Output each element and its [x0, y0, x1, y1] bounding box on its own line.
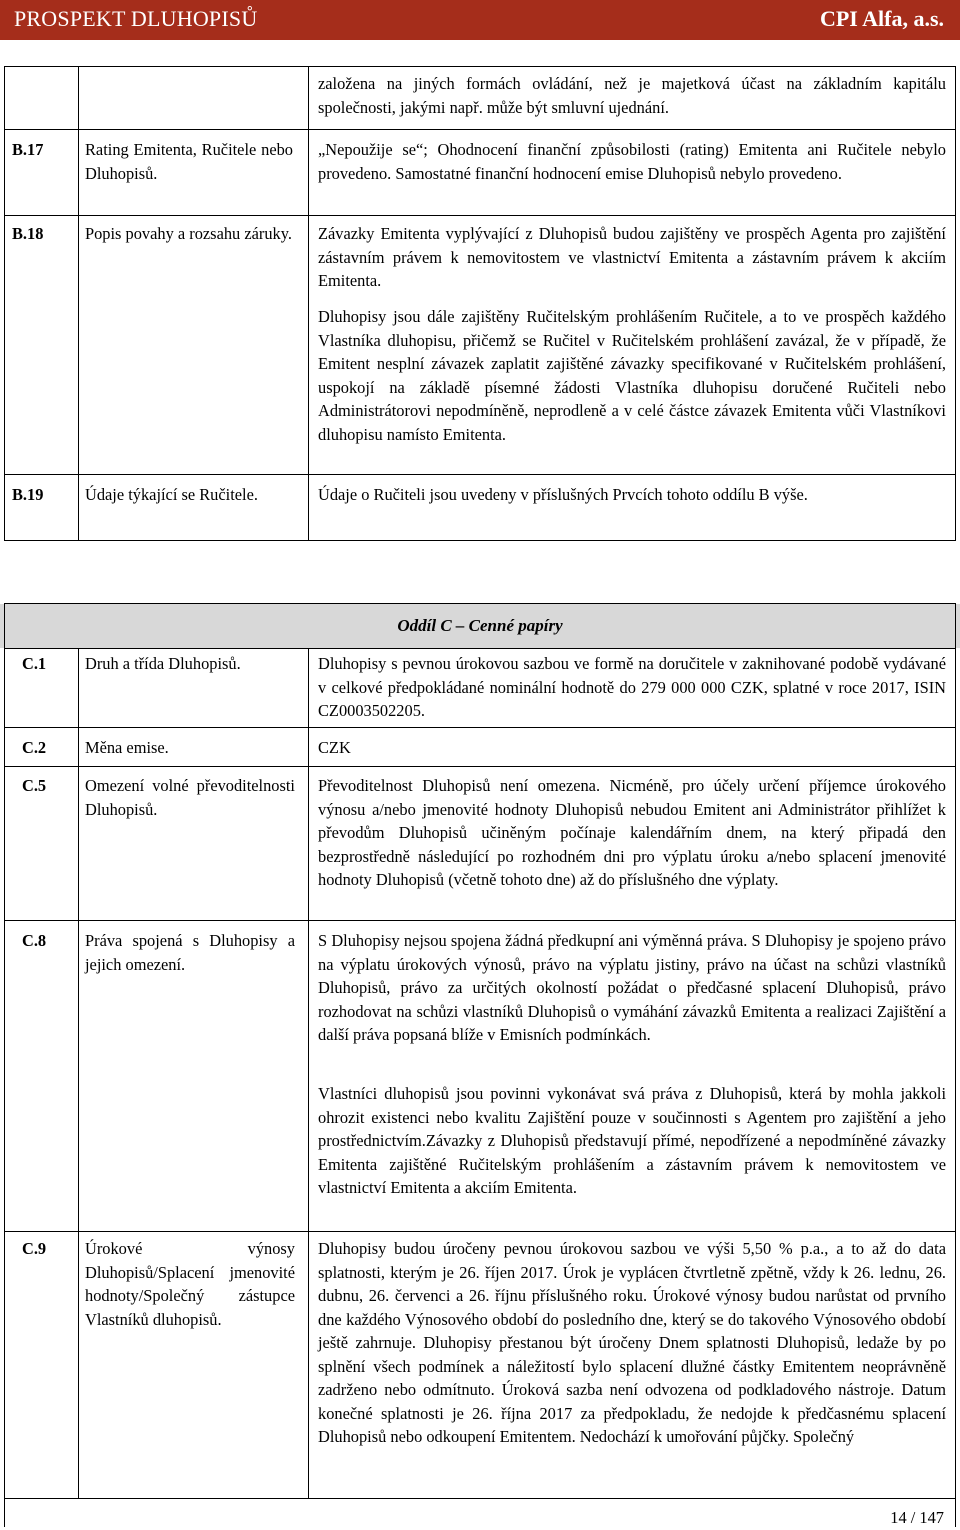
table-c-row-line: [4, 1231, 956, 1232]
row-text-c2: CZK: [318, 738, 351, 757]
row-label-c8: Práva spojená s Dluhopisy a jejich omezení.: [85, 931, 295, 974]
row-label-c9: Úrokové výnosy Dluhopisů/Splacení jmenovité hodnoty/Společný zástupce Vlastníků dluhopisů.: [85, 1239, 295, 1329]
document-header: [0, 0, 960, 40]
row-code-b19: B.19: [12, 485, 44, 504]
page-number: 14 / 147: [890, 1508, 944, 1527]
table-b-row-line: [4, 215, 956, 216]
row-label-b19: Údaje týkající se Ručitele.: [85, 485, 258, 504]
table-c-row-line: [4, 727, 956, 728]
row-label-c1: Druh a třída Dluhopisů.: [85, 654, 241, 673]
row-text-b17: „Nepoužije se“; Ohodnocení finanční způsobilosti (rating) Emitenta ani Ručitele nebylo provedeno. Samostatné finanční hodnocení emise Dluhopisů nebylo provedeno.: [318, 140, 946, 183]
table-b-col-divider-1: [78, 66, 79, 540]
table-c-bottom-line: [4, 1498, 956, 1499]
row-text-c9: Dluhopisy budou úročeny pevnou úrokovou sazbou ve výši 5,50 % p.a., a to až do data splatnosti, kterým je 26. říjen 2017. Úrok je vyplácen čtvrtletně zpětně, vždy k 26. lednu, 26. dubnu, 26. červenci a 26. říjnu příslušného roku. Úrokové výnosy budou narůstat od prvního dne každého Výnosového období do posledního dne, který se do takového Výnosového období ještě zahrnuje. Dluhopisy přestanou být úročeny Dnem splatnosti Dluhopisů, ledaže by po splnění všech podmínek a náležitostí bylo splacení dlužné částky Emitentem neoprávněně zadrženo nebo odmítnuto. Úroková sazba není odvozena od podkladového nástroje. Datum konečné splatnosti je 26. října 2017 za předpokladu, že nedojde k předčasnému splacení Dluhopisů nebo odkoupení Emitentem. Nedochází k umořování půjčky. Společný: [318, 1239, 946, 1446]
row-label-b17: Rating Emitenta, Ručitele nebo Dluhopisů.: [85, 140, 293, 183]
row-label-b18: Popis povahy a rozsahu záruky.: [85, 224, 292, 243]
table-b-right-border: [955, 66, 956, 540]
table-b-row-line: [4, 474, 956, 475]
row-code-c1: C.1: [22, 654, 47, 673]
row-code-c8: C.8: [22, 931, 47, 950]
table-c-col-divider-1: [78, 648, 79, 1498]
row-text-c5: Převoditelnost Dluhopisů není omezena. Nicméně, pro účely určení příjemce úrokového výnosu a/nebo jmenovité hodnoty Dluhopisů nebudou Emitent ani Administrátor přihlížet k převodům Dluhopisů učiněným počínaje kalendářním dnem, na který připadá den bezprostředně následující po rozhodném dni pro výplatu úroku a/nebo splacení jmenovité hodnoty Dluhopisů (včetně tohoto dne) až do příslušného dne výplaty.: [318, 776, 946, 889]
section-c-title: Oddíl C – Cenné papíry: [397, 616, 563, 635]
table-c-row-line: [4, 766, 956, 767]
table-b-col-divider-2: [308, 66, 309, 540]
table-c-header-line: [4, 648, 956, 649]
row-text-b19: Údaje o Ručiteli jsou uvedeny v příslušných Prvcích tohoto oddílu B výše.: [318, 485, 808, 504]
table-c-top-border: [4, 603, 956, 604]
table-c-right-border: [955, 603, 956, 1527]
row-label-c2: Měna emise.: [85, 738, 169, 757]
row-code-b18: B.18: [12, 224, 44, 243]
row-code-c9: C.9: [22, 1239, 47, 1258]
table-b-left-border: [4, 66, 5, 540]
row-text-b18-p1: Závazky Emitenta vyplývající z Dluhopisů budou zajištěny ve prospěch Agenta pro zajištění zástavním právem k nemovitostem ve vlastnictví Emitenta a zástavním právem k akciím Emitenta.: [318, 224, 946, 290]
row-code-b17: B.17: [12, 140, 44, 159]
row-text-c1: Dluhopisy s pevnou úrokovou sazbou ve formě na doručitele v zaknihované podobě vydávané v celkové předpokládané nominální hodnotě do 279 000 000 CZK, splatné v roce 2017, ISIN CZ0003502205.: [318, 654, 946, 720]
table-c-row-line: [4, 920, 956, 921]
table-b-bottom-border: [4, 540, 956, 541]
continuation-text: založena na jiných formách ovládání, než je majetková účast na základním kapitálu společnosti, jakými např. může být smluvní ujednání.: [318, 74, 946, 117]
table-c-left-border: [4, 603, 5, 1527]
row-text-b18-p2: Dluhopisy jsou dále zajištěny Ručitelským prohlášením Ručitele, a to ve prospěch každého Vlastníka dluhopisu, přičemž se Ručitel v Ručitelském prohlášení zavázal, že v případě, že Emitent nesplní závazek zaplatit zajištěné závazky specifikované v Ručitelském prohlášení, uspokojí na základě písemné žádosti Vlastníka dluhopisu doručené Ručiteli nebo Administrátorovi nepodmíněně, neprodleně a v celé částce závazek Emitenta vůči Vlastníkovi dluhopisu namísto Emitenta.: [318, 307, 946, 444]
row-text-c8-p2: Vlastníci dluhopisů jsou povinni vykonávat svá práva z Dluhopisů, která by mohla jakkoli ohrozit existenci nebo kvalitu Zajištění pouze v součinnosti s Agentem pro zajištění a jeho prostřednictvím.Závazky z Dluhopisů představují přímé, nepodřízené a nepodmíněné závazky Emitenta zajištěné Ručitelským prohlášením a zástavním právem k nemovitostem ve vlastnictví Emitenta a akciím Emitenta.: [318, 1084, 946, 1197]
row-text-c8-p1: S Dluhopisy nejsou spojena žádná předkupní ani výměnná práva. S Dluhopisy je spojeno právo na výplatu úrokových výnosů, právo na výplatu jistiny, právo na účast na schůzi vlastníků Dluhopisů, právo za určitých okolností požádat o předčasné splacení Dluhopisů, právo rozhodovat na schůzi vlastníků Dluhopisů o vymáhání závazků Emitenta a realizaci Zajištění a další práva popsaná blíže v Emisních podmínkách.: [318, 931, 946, 1044]
table-c-col-divider-2: [308, 648, 309, 1498]
table-b-row-line: [4, 129, 956, 130]
header-title: PROSPEKT DLUHOPISŮ: [14, 6, 258, 31]
row-code-c2: C.2: [22, 738, 47, 757]
table-b-top-border: [4, 66, 956, 67]
header-company: CPI Alfa, a.s.: [819, 6, 944, 31]
row-code-c5: C.5: [22, 776, 47, 795]
row-label-c5: Omezení volné převoditelnosti Dluhopisů.: [85, 776, 295, 819]
